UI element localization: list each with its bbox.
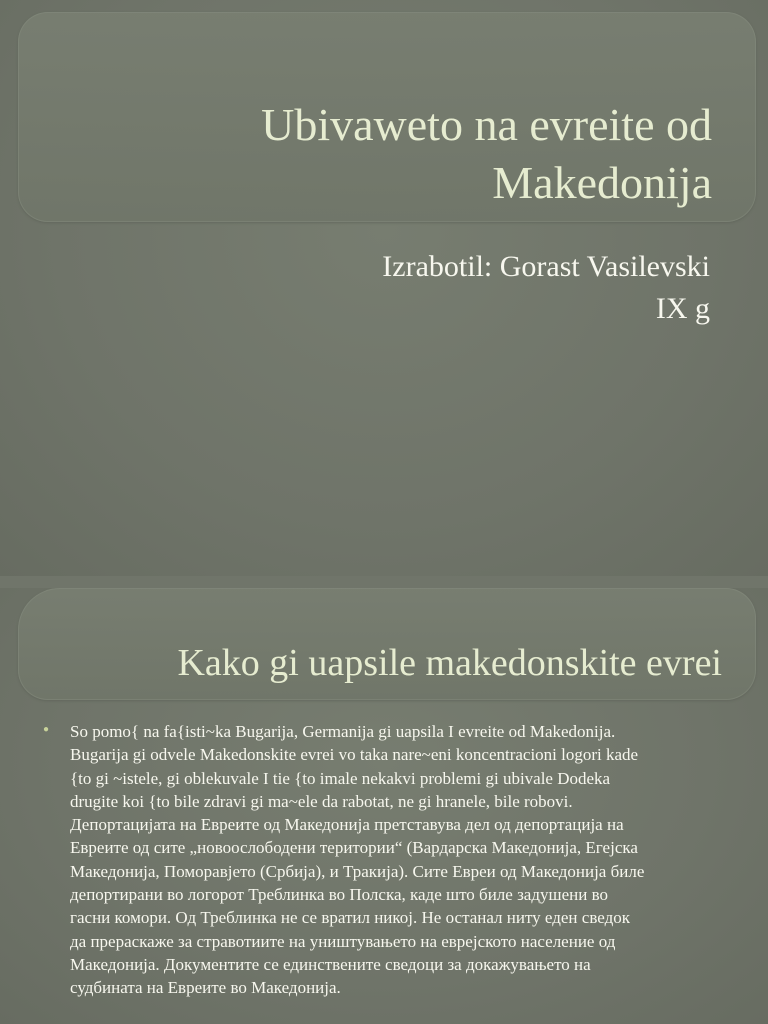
body-line: So pomo{ na fa{isti~ka Bugarija, Germanija gi uapsila I evreite od Makedonija. (70, 722, 616, 741)
body-line: Македонија, Поморавјето (Србија), и Тракија). Сите Евреи од Македонија биле (70, 861, 645, 881)
author-line: Izrabotil: Gorast Vasilevski (382, 250, 710, 283)
body-line: {to gi ~istele, gi oblekuvale I tie {to imale nekakvi problemi gi ubivale Dodeka (70, 768, 611, 788)
body-line: drugite koi {to bile zdravi gi ma~ele da rabotat, ne gi hranele, bile robovi. (70, 791, 573, 811)
presentation-title (72, 96, 712, 212)
class-line: IX g (655, 292, 710, 325)
body-line: да прераскаже за стравотиите на уништувањето на еврејското население од (70, 931, 616, 951)
slide-title: Kako gi uapsile makedonskite evrei (177, 642, 722, 684)
body-line: гасни комори. Од Треблинка не се вратил никој. Не останал ниту еден сведок (70, 908, 630, 928)
body-line: Македонија. Документите се единствените сведоци за докажувањето на (70, 954, 591, 974)
body-line: Депортацијата на Евреите од Македонија претставува дел од депортација на (70, 815, 624, 835)
bullet-icon: ● (43, 724, 50, 735)
body-line: Евреите од сите „новоослободени територии“ (Вардарска Македонија, Егејска (70, 838, 638, 858)
body-line: Bugarija gi odvele Makedonskite evrei vo taka nare~eni koncentracioni logori kade (70, 745, 639, 765)
body-paragraph (70, 720, 730, 1000)
presentation-subtitle (190, 246, 710, 330)
content-slide (0, 588, 768, 1024)
body-line: депортирани во логорот Треблинка во Полска, каде што биле задушени во (70, 885, 608, 905)
title-line-1: Ubivaweto na evreite od (261, 99, 712, 150)
title-line-2: Makedonija (492, 157, 712, 208)
slide-divider (0, 576, 768, 588)
body-line: судбината на Евреите во Македонија. (70, 978, 341, 998)
